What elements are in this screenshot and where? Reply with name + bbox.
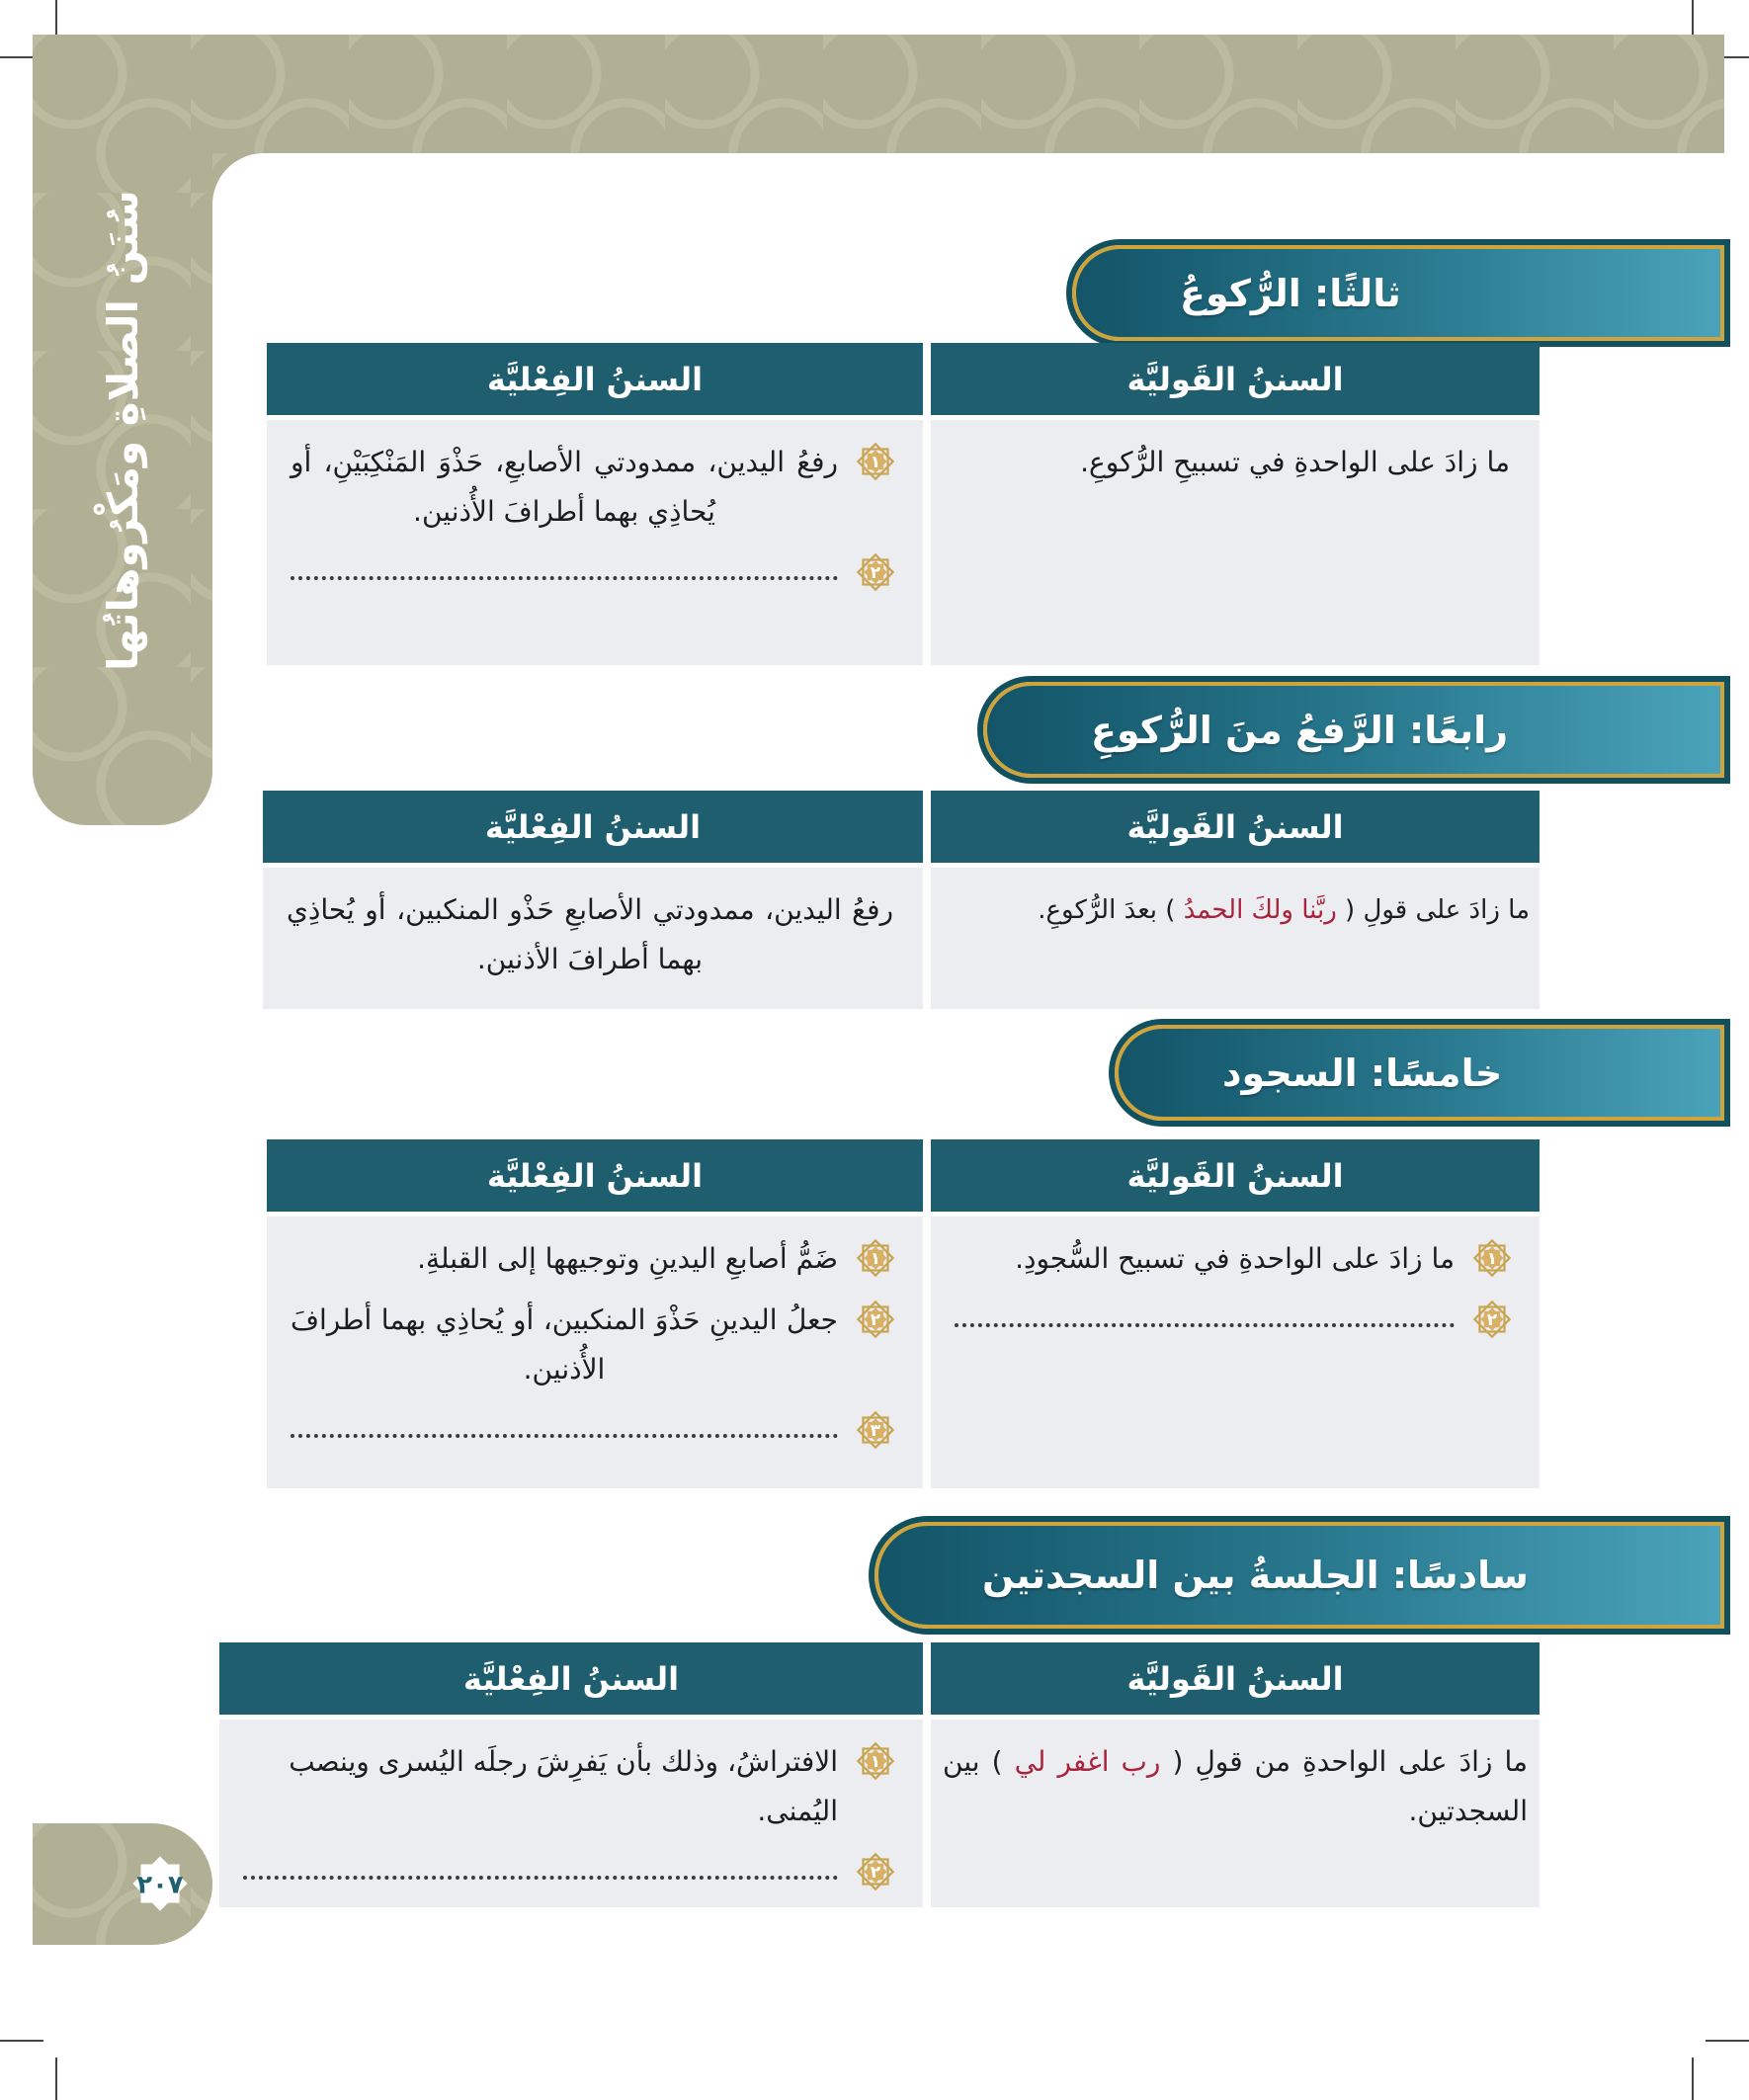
item-text bbox=[943, 1737, 1528, 1836]
sunnah-item bbox=[941, 885, 1530, 935]
col-header-fi3liyya: السننُ الفِعْليَّة bbox=[263, 791, 923, 863]
col-header-fi3liyya: السننُ الفِعْليَّة bbox=[267, 343, 923, 415]
item-text: ضَمُّ أصابعِ اليدينِ وتوجيهها إلى القبلةِ. bbox=[417, 1242, 838, 1275]
table-body-row bbox=[219, 1720, 1540, 1907]
item-text-pre: ما زادَ على قولِ ( bbox=[1336, 895, 1530, 925]
sidebar-vertical-title-wrap bbox=[33, 35, 212, 825]
qawliyya-cell bbox=[931, 868, 1540, 1009]
eight-point-star-number-icon bbox=[852, 548, 899, 596]
item-number: ١ bbox=[870, 453, 881, 472]
table-rukou bbox=[267, 343, 1540, 665]
item-text bbox=[941, 885, 1530, 935]
sunnah-item-blank bbox=[243, 1848, 899, 1895]
item-text: رفعُ اليدين، ممدودتي الأصابعِ حَذْو المنكبين، أو يُحاذِي بهما أطرافَ الأذنين. bbox=[287, 893, 893, 975]
page-number: ٢٠٧ bbox=[136, 1870, 184, 1900]
section-header-jalsa bbox=[874, 1522, 1724, 1629]
answer-blank-dots bbox=[291, 1434, 838, 1438]
eight-point-star-number-icon bbox=[1468, 1296, 1516, 1343]
item-text-post: ) بعدَ الرُّكوعِ. bbox=[1038, 895, 1184, 925]
table-body-row bbox=[263, 868, 1540, 1009]
table-header-row bbox=[263, 791, 1540, 863]
section-title: سادسًا: الجلسةُ بين السجدتين bbox=[982, 1554, 1529, 1597]
col-header-fi3liyya: السننُ الفِعْليَّة bbox=[219, 1642, 923, 1715]
highlight-red-text: ربَّنا ولكَ الحمدُ bbox=[1183, 895, 1337, 925]
sunnah-item-blank bbox=[291, 548, 899, 596]
table-sujud bbox=[267, 1139, 1540, 1488]
table-header-row bbox=[267, 343, 1540, 415]
eight-point-star-number-icon bbox=[852, 1848, 899, 1895]
sunnah-item bbox=[943, 1737, 1528, 1836]
highlight-red-text: رب اغفر لي bbox=[1014, 1745, 1161, 1778]
item-text: الافتراشُ، وذلك بأن يَفرِشَ رجلَه اليُسرى وينصب اليُمنى. bbox=[289, 1745, 838, 1827]
sunnah-item bbox=[291, 1234, 899, 1284]
table-header-row bbox=[219, 1642, 1540, 1715]
table-raf3 bbox=[263, 791, 1540, 1009]
sunnah-item-blank bbox=[955, 1296, 1516, 1343]
crop-mark bbox=[1706, 2040, 1749, 2042]
col-header-qawliyya: السننُ القَوليَّة bbox=[931, 343, 1540, 415]
page-number-star-icon bbox=[124, 1847, 197, 1920]
eight-point-star-number-icon bbox=[852, 1737, 899, 1785]
sunnah-item bbox=[287, 885, 899, 984]
col-header-qawliyya: السننُ القَوليَّة bbox=[931, 791, 1540, 863]
decorative-header-band bbox=[33, 35, 1724, 153]
item-text-pre: ما زادَ على الواحدةِ من قولِ ( bbox=[1160, 1745, 1528, 1778]
section-header-rukou bbox=[1072, 245, 1724, 341]
item-text: جعلُ اليدينِ حَذْوَ المنكبين، أو يُحاذِي بهما أطرافَ الأُذنين. bbox=[291, 1303, 838, 1386]
crop-mark bbox=[1692, 2058, 1694, 2100]
answer-blank-dots bbox=[955, 1323, 1455, 1327]
fi3liyya-cell bbox=[263, 868, 923, 1009]
item-text: ما زادَ على الواحدةِ في تسبيحِ الرُّكوعِ. bbox=[1080, 446, 1510, 478]
col-header-qawliyya: السننُ القَوليَّة bbox=[931, 1139, 1540, 1212]
qawliyya-cell bbox=[931, 420, 1540, 665]
sunnah-item bbox=[955, 1234, 1516, 1284]
eight-point-star-number-icon bbox=[852, 1296, 899, 1343]
fi3liyya-cell bbox=[267, 420, 923, 665]
fi3liyya-cell bbox=[267, 1217, 923, 1488]
item-number: ٢ bbox=[1486, 1310, 1498, 1330]
table-header-row bbox=[267, 1139, 1540, 1212]
qawliyya-cell bbox=[931, 1217, 1540, 1488]
section-title: رابعًا: الرَّفعُ منَ الرُّكوعِ bbox=[1091, 708, 1509, 752]
table-body-row bbox=[267, 420, 1540, 665]
item-number: ١ bbox=[870, 1249, 881, 1269]
eight-point-star-number-icon bbox=[1468, 1234, 1516, 1282]
table-jalsa bbox=[219, 1642, 1540, 1907]
col-header-fi3liyya: السننُ الفِعْليَّة bbox=[267, 1139, 923, 1212]
eight-point-star-number-icon bbox=[852, 1234, 899, 1282]
sunnah-item-blank bbox=[291, 1406, 899, 1454]
crop-mark bbox=[55, 2058, 57, 2100]
item-text-post: ) بين السجدتين. bbox=[943, 1745, 1528, 1827]
sunnah-item bbox=[291, 438, 899, 537]
col-header-qawliyya: السننُ القَوليَّة bbox=[931, 1642, 1540, 1715]
sunnah-item bbox=[291, 1296, 899, 1394]
item-number: ١ bbox=[870, 1752, 881, 1772]
item-text: ما زادَ على الواحدةِ في تسبيح السُّجودِ. bbox=[1015, 1242, 1455, 1275]
table-body-row bbox=[267, 1217, 1540, 1488]
section-header-sujud bbox=[1115, 1025, 1724, 1121]
sunnah-item bbox=[955, 438, 1516, 487]
eight-point-star-number-icon bbox=[852, 1406, 899, 1454]
sidebar-vertical-title: سُنَنُ الصلاةِ ومَكْرُوهاتُها bbox=[98, 189, 147, 671]
sunnah-item bbox=[243, 1737, 899, 1836]
answer-blank-dots bbox=[291, 576, 838, 580]
crop-mark bbox=[0, 2040, 43, 2042]
answer-blank-dots bbox=[243, 1876, 838, 1880]
item-text: رفعُ اليدين، ممدودتي الأصابعِ، حَذْوَ المَنْكِبَيْنِ، أو يُحاذِي بهما أطرافَ الأُذنين. bbox=[291, 446, 838, 528]
section-title: ثالثًا: الرُّكوعُ bbox=[1180, 271, 1401, 315]
item-number: ٢ bbox=[870, 1863, 881, 1883]
eight-point-star-number-icon bbox=[852, 438, 899, 485]
item-number: ٢ bbox=[870, 1310, 881, 1330]
section-title: خامسًا: السجود bbox=[1222, 1050, 1503, 1095]
item-number: ١ bbox=[1486, 1249, 1498, 1269]
qawliyya-cell bbox=[931, 1720, 1540, 1907]
fi3liyya-cell bbox=[219, 1720, 923, 1907]
item-number: ٣ bbox=[870, 1421, 881, 1441]
section-header-raf3 bbox=[983, 682, 1724, 778]
item-number: ٢ bbox=[870, 563, 881, 583]
page-number-badge bbox=[33, 1823, 212, 1945]
